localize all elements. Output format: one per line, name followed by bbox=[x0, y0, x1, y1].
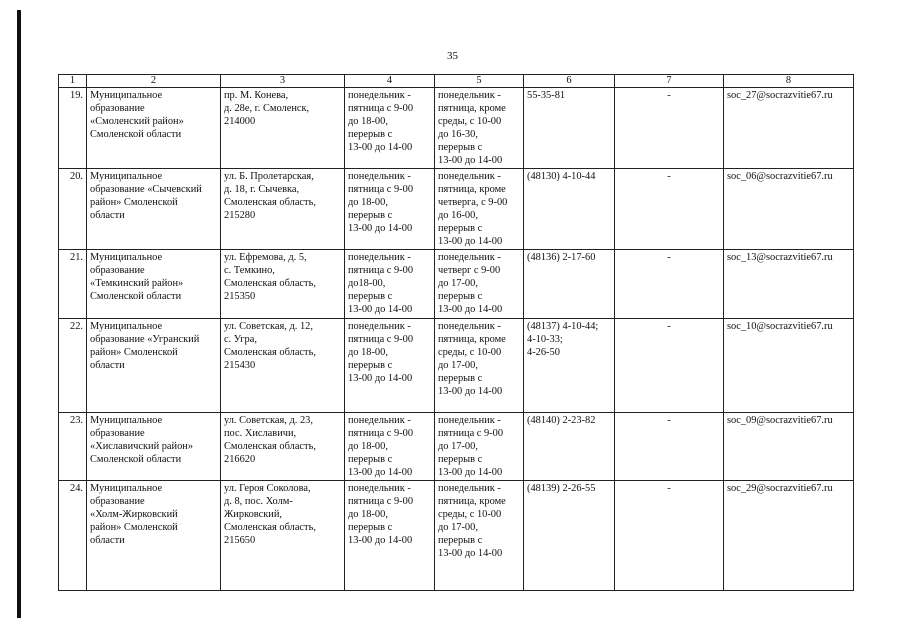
table-row bbox=[59, 413, 854, 481]
municipality-name: Муниципальное образование «Сычевский район» Смоленской области bbox=[90, 171, 202, 221]
working-hours: понедельник - пятница с 9-00 до 18-00, перерыв с 13-00 до 14-00 bbox=[348, 483, 414, 546]
municipality-name: Муниципальное образование «Смоленский район» Смоленской области bbox=[90, 90, 184, 140]
left-margin-bar bbox=[17, 10, 21, 618]
email-link[interactable]: soc_29@socrazvitie67.ru bbox=[727, 483, 833, 494]
header-cell: 4 bbox=[345, 75, 435, 88]
row-number: 24. bbox=[59, 481, 87, 591]
reception-hours: понедельник - четверг с 9-00 до 17-00, перерыв с 13-00 до 14-00 bbox=[438, 252, 503, 315]
table-row bbox=[59, 481, 854, 591]
fax: - bbox=[615, 413, 724, 481]
municipality-name: Муниципальное образование «Темкинский район» Смоленской области bbox=[90, 252, 184, 302]
header-cell: 5 bbox=[435, 75, 524, 88]
row-number: 19. bbox=[59, 88, 87, 169]
header-cell: 3 bbox=[221, 75, 345, 88]
fax: - bbox=[615, 319, 724, 413]
address: ул. Героя Соколова, д. 8, пос. Холм- Жирковский, Смоленская область, 215650 bbox=[224, 483, 316, 546]
email-link[interactable]: soc_09@socrazvitie67.ru bbox=[727, 415, 833, 426]
reception-hours: понедельник - пятница, кроме среды, с 10-00 до 17-00, перерыв с 13-00 до 14-00 bbox=[438, 321, 506, 397]
working-hours: понедельник - пятница с 9-00 до 18-00, перерыв с 13-00 до 14-00 bbox=[348, 415, 414, 478]
reception-hours: понедельник - пятница с 9-00 до 17-00, перерыв с 13-00 до 14-00 bbox=[438, 415, 504, 478]
header-cell: 6 bbox=[524, 75, 615, 88]
row-number: 22. bbox=[59, 319, 87, 413]
municipality-name: Муниципальное образование «Холм-Жирковский район» Смоленской области bbox=[90, 483, 178, 546]
fax: - bbox=[615, 88, 724, 169]
phone: (48137) 4-10-44; 4-10-33; 4-26-50 bbox=[527, 321, 599, 358]
email-link[interactable]: soc_13@socrazvitie67.ru bbox=[727, 252, 833, 263]
email-link[interactable]: soc_06@socrazvitie67.ru bbox=[727, 171, 833, 182]
row-number: 23. bbox=[59, 413, 87, 481]
header-row bbox=[59, 75, 854, 88]
phone: (48130) 4-10-44 bbox=[527, 171, 596, 182]
fax: - bbox=[615, 250, 724, 319]
phone: 55-35-81 bbox=[527, 90, 566, 101]
fax: - bbox=[615, 481, 724, 591]
contacts-table bbox=[58, 74, 854, 591]
working-hours: понедельник - пятница с 9-00 до 18-00, перерыв с 13-00 до 14-00 bbox=[348, 321, 414, 384]
municipality-name: Муниципальное образование «Угранский район» Смоленской области bbox=[90, 321, 200, 371]
address: пр. М. Конева, д. 28е, г. Смоленск, 214000 bbox=[224, 90, 310, 127]
phone: (48139) 2-26-55 bbox=[527, 483, 596, 494]
page-number: 35 bbox=[447, 50, 458, 62]
email-link[interactable]: soc_10@socrazvitie67.ru bbox=[727, 321, 833, 332]
row-number: 20. bbox=[59, 169, 87, 250]
email-link[interactable]: soc_27@socrazvitie67.ru bbox=[727, 90, 833, 101]
address: ул. Б. Пролетарская, д. 18, г. Сычевка, Смоленская область, 215280 bbox=[224, 171, 316, 221]
reception-hours: понедельник - пятница, кроме четверга, с 9-00 до 16-00, перерыв с 13-00 до 14-00 bbox=[438, 171, 508, 247]
municipality-name: Муниципальное образование «Хиславичский район» Смоленской области bbox=[90, 415, 194, 465]
table-row bbox=[59, 319, 854, 413]
header-cell: 2 bbox=[87, 75, 221, 88]
header-cell: 8 bbox=[724, 75, 854, 88]
table-row bbox=[59, 88, 854, 169]
address: ул. Ефремова, д. 5, с. Темкино, Смоленская область, 215350 bbox=[224, 252, 316, 302]
table-row bbox=[59, 169, 854, 250]
phone: (48136) 2-17-60 bbox=[527, 252, 596, 263]
address: ул. Советская, д. 23, пос. Хиславичи, Смоленская область, 216620 bbox=[224, 415, 316, 465]
reception-hours: понедельник - пятница, кроме среды, с 10-00 до 16-30, перерыв с 13-00 до 14-00 bbox=[438, 90, 506, 166]
fax: - bbox=[615, 169, 724, 250]
working-hours: понедельник - пятница с 9-00 до18-00, перерыв с 13-00 до 14-00 bbox=[348, 252, 414, 315]
header-cell: 1 bbox=[59, 75, 87, 88]
phone: (48140) 2-23-82 bbox=[527, 415, 596, 426]
working-hours: понедельник - пятница с 9-00 до 18-00, перерыв с 13-00 до 14-00 bbox=[348, 171, 414, 234]
reception-hours: понедельник - пятница, кроме среды, с 10-00 до 17-00, перерыв с 13-00 до 14-00 bbox=[438, 483, 506, 559]
row-number: 21. bbox=[59, 250, 87, 319]
address: ул. Советская, д. 12, с. Угра, Смоленская область, 215430 bbox=[224, 321, 316, 371]
header-cell: 7 bbox=[615, 75, 724, 88]
working-hours: понедельник - пятница с 9-00 до 18-00, перерыв с 13-00 до 14-00 bbox=[348, 90, 414, 153]
table-row bbox=[59, 250, 854, 319]
